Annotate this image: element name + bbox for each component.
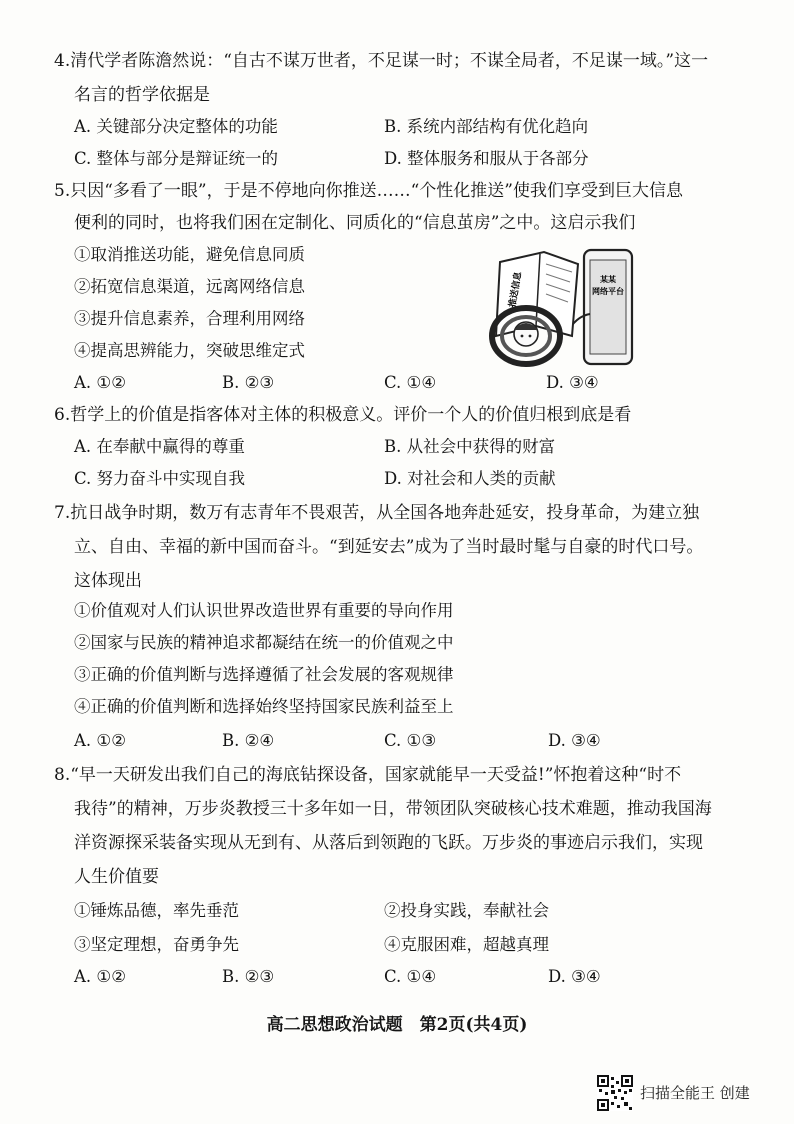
q8-option-b: B. ②③ xyxy=(222,967,275,986)
q6-option-d: D. 对社会和人类的贡献 xyxy=(384,469,556,488)
qr-code-icon xyxy=(597,1075,633,1111)
q4-option-d: D. 整体服务和服从于各部分 xyxy=(384,149,589,168)
q7-statement-1: ①价值观对人们认识世界改造世界有重要的导向作用 xyxy=(74,601,454,620)
phone-label-2: 网络平台 xyxy=(592,287,624,296)
q4-stem-line1: 4.清代学者陈澹然说：“自古不谋万世者，不足谋一时；不谋全局者，不足谋一域。”这一 xyxy=(54,51,709,71)
q8-option-a: A. ①② xyxy=(74,967,126,986)
q8-statement-2: ②投身实践，奉献社会 xyxy=(384,901,549,920)
page-footer: 高二思想政治试题 第2页(共4页) xyxy=(266,1015,528,1035)
phone-label-1: 某某 xyxy=(600,275,616,284)
q8-stem-line4: 人生价值要 xyxy=(74,867,159,887)
q7-option-a: A. ①② xyxy=(74,731,126,750)
q8-option-c: C. ①④ xyxy=(384,967,437,986)
q8-stem-line1: 8.“早一天研发出我们自己的海底钻探设备，国家就能早一天受益!”怀抱着这种“时不 xyxy=(54,765,682,785)
q8-statement-4: ④克服困难，超越真理 xyxy=(384,935,549,954)
q4-option-b: B. 系统内部结构有优化趋向 xyxy=(384,117,589,136)
q4-option-c: C. 整体与部分是辩证统一的 xyxy=(74,149,279,168)
q4-stem-line2: 名言的哲学依据是 xyxy=(74,85,210,105)
q8-stem-line3: 洋资源探采装备实现从无到有、从落后到领跑的飞跃。万步炎的事迹启示我们，实现 xyxy=(74,833,703,853)
q5-option-a: A. ①② xyxy=(74,373,126,392)
q5-statement-3: ③提升信息素养，合理利用网络 xyxy=(74,309,305,328)
q8-option-d: D. ③④ xyxy=(548,967,601,986)
q7-option-b: B. ②④ xyxy=(222,731,275,750)
q8-statement-1: ①锤炼品德，率先垂范 xyxy=(74,901,239,920)
q5-option-c: C. ①④ xyxy=(384,373,437,392)
q7-stem-line2: 立、自由、幸福的新中国而奋斗。“到延安去”成为了当时最时髦与自豪的时代口号。 xyxy=(74,537,704,557)
q7-option-d: D. ③④ xyxy=(548,731,601,750)
q5-option-b: B. ②③ xyxy=(222,373,275,392)
q5-stem-line1: 5.只因“多看了一眼”，于是不停地向你推送……“个性化推送”使我们享受到巨大信息 xyxy=(54,181,683,201)
q6-stem-line1: 6.哲学上的价值是指客体对主体的积极意义。评价一个人的价值归根到底是看 xyxy=(54,405,632,425)
book-label: 推送信息 xyxy=(507,271,525,309)
q8-statement-3: ③坚定理想，奋勇争先 xyxy=(74,935,239,954)
q7-option-c: C. ①③ xyxy=(384,731,437,750)
q7-stem-line1: 7.抗日战争时期，数万有志青年不畏艰苦，从全国各地奔赴延安，投身革命，为建立独 xyxy=(54,503,700,523)
q5-stem-line2: 便利的同时，也将我们困在定制化、同质化的“信息茧房”之中。这启示我们 xyxy=(74,213,636,233)
q6-option-a: A. 在奉献中赢得的尊重 xyxy=(74,437,245,456)
scanner-watermark-text: 扫描全能王 创建 xyxy=(640,1084,750,1102)
cocoon-cartoon-illustration xyxy=(486,244,646,372)
q6-option-b: B. 从社会中获得的财富 xyxy=(384,437,556,456)
q8-stem-line2: 我待”的精神，万步炎教授三十多年如一日，带领团队突破核心技术难题，推动我国海 xyxy=(74,799,712,819)
q5-statement-2: ②拓宽信息渠道，远离网络信息 xyxy=(74,277,305,296)
q7-stem-line3: 这体现出 xyxy=(74,571,142,591)
q7-statement-2: ②国家与民族的精神追求都凝结在统一的价值观之中 xyxy=(74,633,454,652)
q5-statement-4: ④提高思辨能力，突破思维定式 xyxy=(74,341,305,360)
q5-option-d: D. ③④ xyxy=(546,373,599,392)
q6-option-c: C. 努力奋斗中实现自我 xyxy=(74,469,246,488)
q4-option-a: A. 关键部分决定整体的功能 xyxy=(74,117,278,136)
q7-statement-3: ③正确的价值判断与选择遵循了社会发展的客观规律 xyxy=(74,665,454,684)
q7-statement-4: ④正确的价值判断和选择始终坚持国家民族利益至上 xyxy=(74,697,454,716)
q5-statement-1: ①取消推送功能，避免信息同质 xyxy=(74,245,305,264)
